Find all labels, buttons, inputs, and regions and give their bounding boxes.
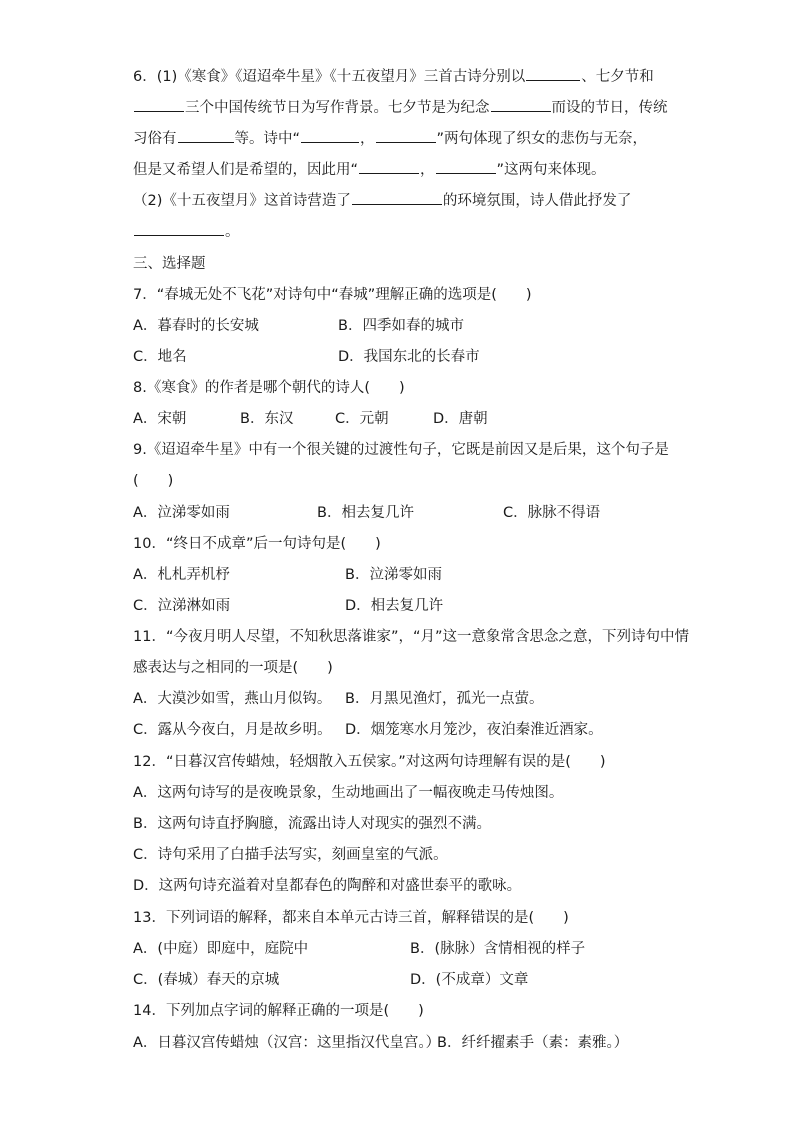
q6-text: （2)《十五夜望月》这首诗营造了 <box>133 193 351 209</box>
answer-blank <box>376 128 436 143</box>
q6-text: 而设的节日，传统 <box>551 100 668 116</box>
q14-option-a: A．日暮汉宫传蜡烛（汉宫：这里指汉代皇宫。） <box>133 1035 441 1051</box>
q6-text: 、七夕节和 <box>581 69 654 85</box>
q8-option-c: C．元朝 <box>335 411 389 427</box>
q6-line-3 <box>133 128 647 149</box>
q11-option-d: D．烟笼寒水月笼沙，夜泊秦淮近酒家。 <box>345 722 603 738</box>
answer-blank <box>134 97 184 112</box>
answer-blank <box>526 66 580 81</box>
q13-stem: 13．下列词语的解释，都来自本单元古诗三首，解释错误的是( ) <box>133 910 569 926</box>
q9-option-c: C．脉脉不得语 <box>503 505 601 521</box>
q7-option-d: D．我国东北的长春市 <box>338 349 480 365</box>
section-heading: 三、选择题 <box>133 256 206 272</box>
q10-option-d: D．相去复几许 <box>345 598 444 614</box>
q6-text: ”两句体现了织女的悲伤与无奈， <box>436 131 648 147</box>
q10-option-a: A．札札弄机杼 <box>133 567 230 583</box>
q6-text: ， <box>420 162 435 178</box>
q11-option-c: C．露从今夜白，月是故乡明。 <box>133 722 332 738</box>
q12-option-b: B．这两句诗直抒胸臆，流露出诗人对现实的强烈不满。 <box>133 816 491 832</box>
q12-option-d: D．这两句诗充溢着对皇都春色的陶醉和对盛世泰平的歌咏。 <box>133 878 522 894</box>
q6-line-2 <box>133 97 668 118</box>
q6-text: 三个中国传统节日为写作背景。七夕节是为纪念 <box>185 100 490 116</box>
q6-text: ”这两句来体现。 <box>496 162 606 178</box>
q7-option-c: C．地名 <box>133 349 187 365</box>
q6-text: 习俗有 <box>133 131 177 147</box>
q7-option-a: A．暮春时的长安城 <box>133 318 259 334</box>
q14-stem: 14．下列加点字词的解释正确的一项是( ) <box>133 1003 424 1019</box>
answer-blank <box>436 159 496 174</box>
q9-stem-cont: ( ) <box>133 473 174 489</box>
q6-text: 但是又希望人们是希望的，因此用“ <box>133 162 359 178</box>
q9-option-a: A．泣涕零如雨 <box>133 505 230 521</box>
q11-option-a: A．大漠沙如雪，燕山月似钩。 <box>133 691 332 707</box>
q9-option-b: B．相去复几许 <box>317 505 414 521</box>
q10-stem: 10．“终日不成章”后一句诗句是( ) <box>133 536 381 552</box>
q6-line-5 <box>133 190 631 211</box>
q8-option-a: A．宋朝 <box>133 411 187 427</box>
q6-text: 等。诗中“ <box>234 131 301 147</box>
q10-option-c: C．泣涕淋如雨 <box>133 598 231 614</box>
q12-option-c: C．诗句采用了白描手法写实，刻画皇室的气派。 <box>133 847 448 863</box>
answer-blank <box>301 128 359 143</box>
q7-option-b: B．四季如春的城市 <box>338 318 464 334</box>
q6-text: 。 <box>225 224 240 240</box>
answer-blank <box>359 159 419 174</box>
q6-line-6 <box>133 221 240 242</box>
q13-option-a: A．(中庭）即庭中，庭院中 <box>133 941 309 957</box>
q10-option-b: B．泣涕零如雨 <box>345 567 442 583</box>
q14-option-b: B．纤纤擢素手（素：素雅。） <box>437 1035 629 1051</box>
q13-option-d: D．(不成章）文章 <box>410 972 529 988</box>
q11-option-b: B．月黑见渔灯，孤光一点萤。 <box>345 691 544 707</box>
q6-text: 的环境氛围，诗人借此抒发了 <box>442 193 632 209</box>
answer-blank <box>178 128 234 143</box>
q8-option-b: B．东汉 <box>240 411 294 427</box>
q11-stem: 11．“今夜月明人尽望，不知秋思落谁家”，“月”这一意象常含思念之意，下列诗句中情 <box>133 629 689 645</box>
answer-blank <box>491 97 551 112</box>
q6-text: ， <box>360 131 375 147</box>
answer-blank <box>134 221 224 236</box>
q7-stem: 7．“春城无处不飞花”对诗句中“春城”理解正确的选项是( ) <box>133 287 532 303</box>
q8-option-d: D．唐朝 <box>433 411 488 427</box>
q13-option-c: C．(春城）春天的京城 <box>133 972 280 988</box>
q8-stem: 8.《寒食》的作者是哪个朝代的诗人( ) <box>133 380 405 396</box>
q6-text: 6．(1)《寒食》《迢迢牵牛星》《十五夜望月》三首古诗分别以 <box>133 69 526 85</box>
answer-blank <box>352 190 442 205</box>
q6-line-1 <box>133 66 654 87</box>
q12-option-a: A．这两句诗写的是夜晚景象，生动地画出了一幅夜晚走马传烛图。 <box>133 785 564 801</box>
q11-stem-cont: 感表达与之相同的一项是( ) <box>133 660 333 676</box>
q9-stem: 9.《迢迢牵牛星》中有一个很关键的过渡性句子，它既是前因又是后果，这个句子是 <box>133 442 669 458</box>
q6-line-4 <box>133 159 606 180</box>
q13-option-b: B．(脉脉）含情相视的样子 <box>410 941 586 957</box>
q12-stem: 12．“日暮汉宫传蜡烛，轻烟散入五侯家。”对这两句诗理解有误的是( ) <box>133 754 606 770</box>
